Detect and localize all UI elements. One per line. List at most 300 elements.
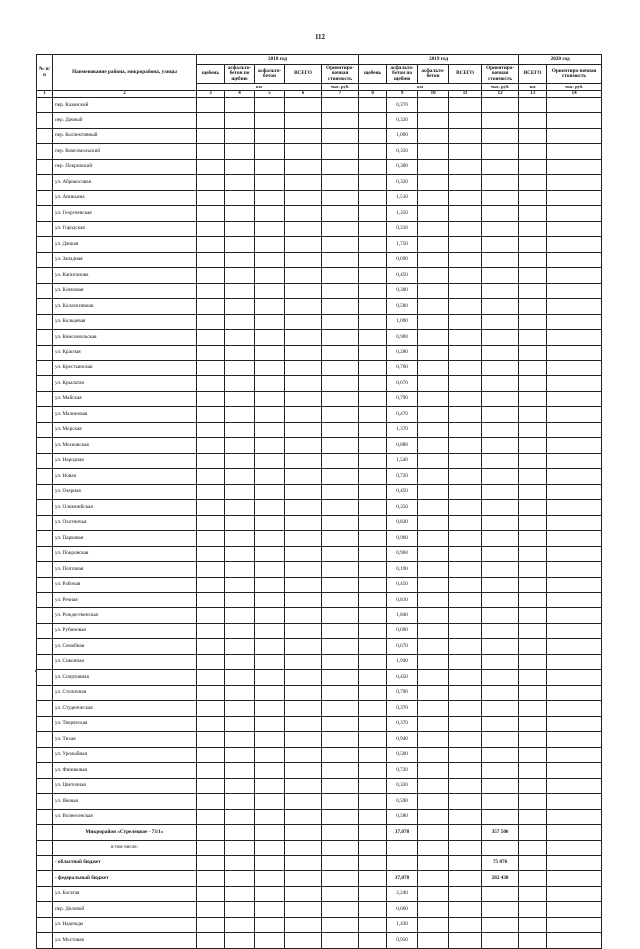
table-row [37,871,602,886]
empty-cell [449,469,482,484]
empty-cell [322,747,359,762]
empty-cell [37,453,53,468]
empty-cell [37,515,53,530]
empty-cell [449,701,482,716]
empty-cell [225,376,255,391]
empty-cell [37,809,53,824]
empty-cell [225,531,255,546]
empty-cell [255,639,285,654]
empty-cell [449,515,482,530]
street-name: ул. Мостовая [53,933,197,948]
empty-cell [197,515,225,530]
empty-cell [519,515,547,530]
table-row [37,933,602,948]
empty-cell [225,360,255,375]
table-row [37,206,602,221]
street-name: - областной бюджет [53,855,197,870]
empty-cell [418,716,449,731]
empty-cell [418,484,449,499]
empty-cell [359,206,387,221]
empty-cell [255,763,285,778]
empty-cell [322,330,359,345]
empty-cell [322,778,359,793]
street-name: ул. Сиконная [53,654,197,669]
table-row [37,283,602,298]
empty-cell [547,469,602,484]
empty-cell [359,128,387,143]
empty-cell [482,593,519,608]
empty-cell [359,732,387,747]
empty-cell [547,190,602,205]
empty-cell [37,886,53,901]
table-row [37,159,602,174]
empty-cell [519,500,547,515]
empty-cell [37,871,53,886]
street-name: ул. Олимпийская [53,500,197,515]
empty-cell [197,623,225,638]
empty-cell [285,206,322,221]
empty-cell [225,747,255,762]
empty-cell [359,531,387,546]
empty-cell [285,562,322,577]
empty-cell [519,283,547,298]
empty-cell [547,933,602,948]
empty-cell [197,237,225,252]
length-2019-asph-po-shch: 0,790 [387,391,418,406]
column-number: 11 [449,91,482,98]
table-row [37,175,602,190]
empty-cell [547,623,602,638]
length-2019-asph-po-shch: 0,370 [387,701,418,716]
empty-cell [285,531,322,546]
empty-cell [418,886,449,901]
empty-cell [37,144,53,159]
street-name: ул. Дачная [53,237,197,252]
column-number: 10 [418,91,449,98]
empty-cell [359,407,387,422]
table-row [37,763,602,778]
table-row [37,531,602,546]
table-row [37,840,602,855]
empty-cell [322,391,359,406]
empty-cell [37,825,53,840]
table-row [37,128,602,143]
empty-cell [37,531,53,546]
empty-cell [197,639,225,654]
table-row [37,221,602,236]
street-name: пер. Казанский [53,98,197,113]
empty-cell [225,732,255,747]
length-2019-asph-po-shch: 0,760 [387,360,418,375]
empty-cell [418,206,449,221]
empty-cell [322,639,359,654]
empty-cell [449,407,482,422]
empty-cell [197,747,225,762]
table-row [37,144,602,159]
empty-cell [285,886,322,901]
table-row [37,407,602,422]
empty-cell [359,221,387,236]
empty-cell [359,562,387,577]
empty-cell [255,531,285,546]
empty-cell [482,917,519,932]
column-number: 1 [37,91,53,98]
length-2019-asph-po-shch: 1,940 [387,654,418,669]
empty-cell [418,933,449,948]
empty-cell [285,391,322,406]
empty-cell [322,98,359,113]
empty-cell [37,623,53,638]
empty-cell [547,299,602,314]
empty-cell [255,422,285,437]
empty-cell [255,469,285,484]
empty-cell [285,546,322,561]
empty-cell [197,438,225,453]
empty-cell [322,546,359,561]
empty-cell [37,902,53,917]
table-row [37,500,602,515]
empty-cell [449,886,482,901]
empty-cell [285,500,322,515]
empty-cell [482,515,519,530]
empty-cell [197,809,225,824]
cost-2019: 75 076 [482,855,519,870]
empty-cell [285,871,322,886]
empty-cell [418,345,449,360]
empty-cell [547,701,602,716]
column-number: 5 [255,91,285,98]
empty-cell [359,360,387,375]
empty-cell [322,840,359,855]
table-row [37,345,602,360]
length-2019-asph-po-shch: 1,430 [387,917,418,932]
empty-cell [519,376,547,391]
empty-cell [547,825,602,840]
unit-rub: тыс. руб. [547,84,602,91]
length-2019-asph-po-shch: 0,370 [387,98,418,113]
length-2019-asph-po-shch: 1,090 [387,128,418,143]
empty-cell [547,531,602,546]
empty-cell [482,809,519,824]
empty-cell [519,345,547,360]
empty-cell [482,685,519,700]
empty-cell [322,701,359,716]
empty-cell [285,407,322,422]
empty-cell [197,593,225,608]
empty-cell [519,113,547,128]
empty-cell [482,190,519,205]
table-row [37,546,602,561]
length-2019-asph-po-shch: 1,350 [387,206,418,221]
street-name: ул. Тихая [53,732,197,747]
length-2019-asph-po-shch: 0,320 [387,778,418,793]
empty-cell [519,330,547,345]
length-2019-asph-po-shch: 0,350 [387,144,418,159]
street-name: Микрорайон «Стрелецкое - 73/1» [53,825,197,840]
empty-cell [285,747,322,762]
length-2019-asph-po-shch: 0,190 [387,562,418,577]
empty-cell [359,933,387,948]
empty-cell [255,360,285,375]
column-number: 9 [387,91,418,98]
empty-cell [482,453,519,468]
empty-cell [418,330,449,345]
empty-cell [359,299,387,314]
empty-cell [418,128,449,143]
table-row [37,577,602,592]
empty-cell [225,623,255,638]
empty-cell [322,732,359,747]
empty-cell [322,376,359,391]
column-number: 3 [197,91,225,98]
empty-cell [197,221,225,236]
empty-cell [225,701,255,716]
empty-cell [359,484,387,499]
empty-cell [449,206,482,221]
empty-cell [285,128,322,143]
header-asph-po-shch: асфальто-бетон по щебню [225,65,255,84]
cost-2019: 357 506 [482,825,519,840]
empty-cell [449,732,482,747]
empty-cell [197,453,225,468]
empty-cell [225,608,255,623]
length-2019-asph-po-shch: 0,960 [387,531,418,546]
empty-cell [322,438,359,453]
empty-cell [37,608,53,623]
empty-cell [418,562,449,577]
empty-cell [37,221,53,236]
length-2019-asph-po-shch: 0,660 [387,902,418,917]
empty-cell [519,732,547,747]
empty-cell [482,886,519,901]
empty-cell [322,175,359,190]
empty-cell [255,268,285,283]
empty-cell [37,190,53,205]
column-number: 4 [225,91,255,98]
empty-cell [285,809,322,824]
empty-cell [255,747,285,762]
empty-cell [285,685,322,700]
length-2019-asph-po-shch: 0,830 [387,515,418,530]
empty-cell [37,314,53,329]
empty-cell [322,453,359,468]
empty-cell [482,438,519,453]
length-2019-asph-po-shch: 0,320 [387,175,418,190]
empty-cell [547,608,602,623]
empty-cell [322,221,359,236]
empty-cell [519,159,547,174]
empty-cell [285,175,322,190]
empty-cell [255,159,285,174]
empty-cell [197,500,225,515]
empty-cell [418,252,449,267]
empty-cell [449,809,482,824]
empty-cell [37,469,53,484]
empty-cell [359,546,387,561]
empty-cell [449,500,482,515]
empty-cell [449,175,482,190]
empty-cell [37,345,53,360]
empty-cell [519,886,547,901]
street-name: ул. Рождественская [53,608,197,623]
empty-cell [37,159,53,174]
empty-cell [519,763,547,778]
empty-cell [519,778,547,793]
empty-cell [322,933,359,948]
empty-cell [37,685,53,700]
empty-cell [519,422,547,437]
street-name: пер. Покровский [53,159,197,174]
empty-cell [418,159,449,174]
empty-cell [225,453,255,468]
empty-cell [37,778,53,793]
empty-cell [547,345,602,360]
empty-cell [285,855,322,870]
table-row [37,701,602,716]
empty-cell [197,422,225,437]
length-2019-asph-po-shch: 0,450 [387,670,418,685]
table-row [37,794,602,809]
street-name: ул. Новая [53,469,197,484]
empty-cell [547,902,602,917]
street-name: пер. Коллективный [53,128,197,143]
empty-cell [255,593,285,608]
street-name: ул. Морская [53,422,197,437]
empty-cell [225,809,255,824]
empty-cell [418,623,449,638]
empty-cell [359,268,387,283]
empty-cell [37,716,53,731]
empty-cell [482,608,519,623]
empty-cell [322,283,359,298]
street-name: ул. Кольцевая [53,314,197,329]
empty-cell [197,654,225,669]
empty-cell [387,840,418,855]
empty-cell [285,732,322,747]
empty-cell [449,670,482,685]
empty-cell [418,268,449,283]
table-row [37,917,602,932]
street-name: ул. Почтовая [53,562,197,577]
empty-cell [255,206,285,221]
header-name: Наименование района, микрорайона, улицы [53,55,197,91]
street-name: ул. Малиновая [53,407,197,422]
empty-cell [322,577,359,592]
length-2019-asph-po-shch: 0,500 [387,747,418,762]
empty-cell [482,747,519,762]
empty-cell [359,871,387,886]
empty-cell [197,299,225,314]
empty-cell [225,283,255,298]
table-row [37,113,602,128]
empty-cell [359,314,387,329]
empty-cell [197,252,225,267]
empty-cell [37,98,53,113]
empty-cell [322,685,359,700]
empty-cell [519,268,547,283]
empty-cell [285,159,322,174]
length-2019-asph-po-shch: 0,940 [387,732,418,747]
table-row [37,562,602,577]
empty-cell [285,593,322,608]
empty-cell [418,608,449,623]
length-2019-asph-po-shch: 0,950 [387,933,418,948]
street-name: ул. Крылатая [53,376,197,391]
empty-cell [547,438,602,453]
empty-cell [359,98,387,113]
empty-cell [359,670,387,685]
length-2019-asph-po-shch: 0,580 [387,809,418,824]
street-name: ул. Крестьянская [53,360,197,375]
empty-cell [418,825,449,840]
table-row [37,886,602,901]
empty-cell [37,113,53,128]
table-row [37,670,602,685]
empty-cell [37,422,53,437]
street-name: ул. Майская [53,391,197,406]
empty-cell [519,933,547,948]
empty-cell [359,330,387,345]
empty-cell [418,654,449,669]
empty-cell [225,639,255,654]
length-2019-asph-po-shch: 0,280 [387,345,418,360]
empty-cell [547,360,602,375]
empty-cell [197,98,225,113]
empty-cell [359,376,387,391]
empty-cell [37,206,53,221]
empty-cell [359,252,387,267]
empty-cell [225,407,255,422]
length-2019-asph-po-shch: 0,720 [387,469,418,484]
empty-cell [482,206,519,221]
table-row [37,639,602,654]
empty-cell [197,546,225,561]
length-2019-asph-po-shch: 2,240 [387,886,418,901]
empty-cell [547,453,602,468]
empty-cell [418,237,449,252]
empty-cell [197,531,225,546]
empty-cell [255,484,285,499]
empty-cell [482,98,519,113]
empty-cell [255,608,285,623]
empty-cell [197,917,225,932]
empty-cell [225,345,255,360]
header-asph: асфальто-бетон [418,65,449,84]
empty-cell [547,407,602,422]
empty-cell [197,670,225,685]
empty-cell [255,623,285,638]
empty-cell [285,190,322,205]
empty-cell [37,283,53,298]
table-row [37,376,602,391]
empty-cell [37,562,53,577]
empty-cell [547,314,602,329]
empty-cell [482,159,519,174]
empty-cell [449,190,482,205]
empty-cell [449,546,482,561]
empty-cell [547,376,602,391]
empty-cell [37,654,53,669]
empty-cell [225,469,255,484]
empty-cell [418,670,449,685]
empty-cell [285,484,322,499]
empty-cell [197,113,225,128]
empty-cell [285,670,322,685]
unit-rub: тыс. руб. [322,84,359,91]
empty-cell [547,144,602,159]
empty-cell [37,747,53,762]
length-2019-asph-po-shch: 0,690 [387,623,418,638]
